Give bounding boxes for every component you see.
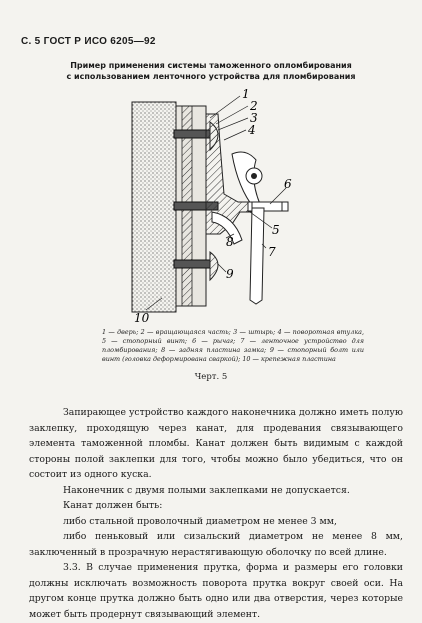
paragraph-6: 3.3. В случае применения прутка, форма и размеры его головки должны исключать возможность поворота прутка вокруг своей оси. На другом конце прутка должно быть одно или два отверстия, через которые может быть продернут связывающий элемент. [29,562,403,620]
paragraph-5: либо пеньковый или сизальский диаметром не менее 8 мм, заключенный в прозрачную нерастягивающую оболочку по всей длине. [29,531,403,558]
paragraph-1: Запирающее устройство каждого наконечника должно иметь полую заклепку, проходящую через канат, для продевания связывающего элемента таможенной пломбы. Канат должен быть видимым с каждой стороны полой заклепки для того, чтобы можно было убедиться, что он состоит из одного куска. [29,407,403,480]
fig-label-5: 5 [272,223,280,237]
fig-label-10: 10 [134,311,150,325]
fig-label-6: 6 [284,177,292,191]
fig-label-3: 3 [250,111,258,125]
body-text [29,405,403,622]
bolt-top [174,130,210,138]
fig-label-9: 9 [226,267,234,281]
paragraph-2: Наконечник с двумя полыми заклепками не допускается. [63,484,350,496]
paragraph-3: Канат должен быть: [63,500,163,511]
fig-label-2: 2 [250,99,258,113]
fig-label-1: 1 [242,87,250,101]
fig-label-7: 7 [268,245,276,259]
sealing-device-drawing [112,84,312,330]
door-panel [132,102,176,312]
fig-label-4: 4 [248,123,256,137]
figure-caption: 1 — дверь; 2 — вращающаяся часть; 3 — штырь; 4 — поворотная втулка, 5 — стопорный винт; 6 — рычаг; 7 — ленточное устройство для пломбирования; 8 — задняя пластина замка; 9 — стопорный болт или винт (головка деформирована сваркой); 10 — крепежная пластина [102,328,364,363]
figure-number: Черт. 5 [194,372,228,382]
title-line-1: Пример применения системы таможенного опломбирования [70,61,352,70]
bolt-bottom [174,260,210,268]
sealing-tape-device [250,208,264,304]
paragraph-4: либо стальной проволочный диаметром не менее 3 мм, [63,515,337,527]
page-header: С. 5 ГОСТ Р ИСО 6205—92 [21,36,156,47]
figure-title [30,60,392,82]
fig-label-8: 8 [226,235,234,249]
title-line-2: с использованием ленточного устройства для пломбирования [66,72,356,81]
